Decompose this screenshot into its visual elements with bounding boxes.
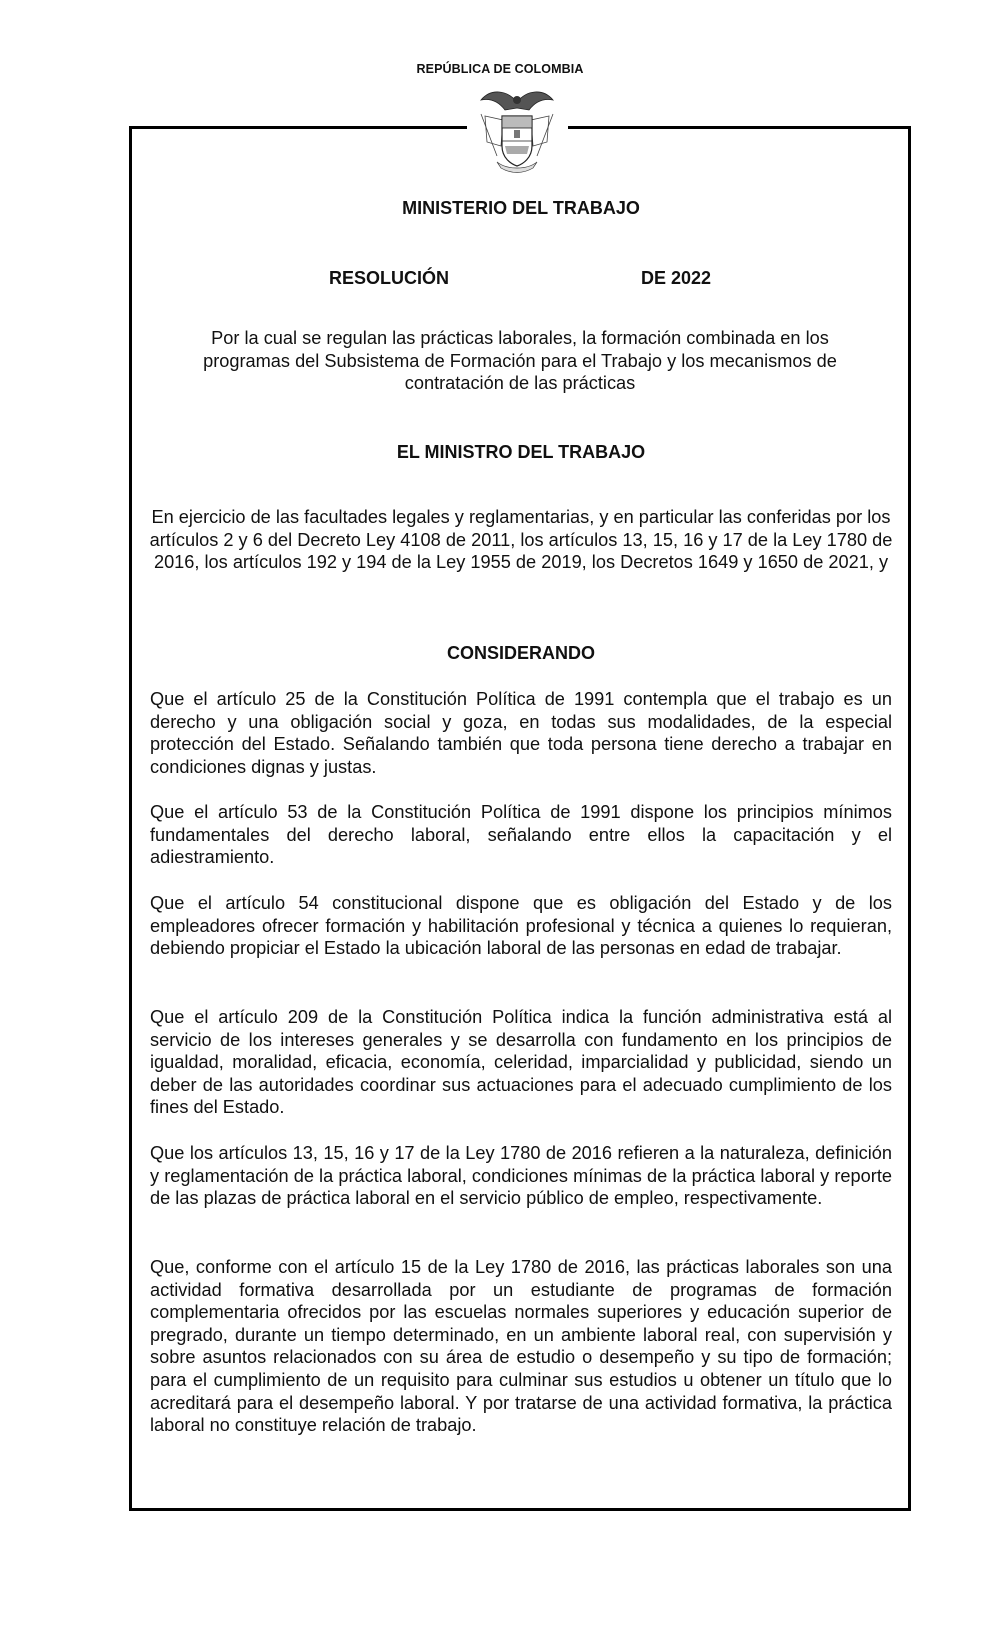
country-header: REPÚBLICA DE COLOMBIA bbox=[416, 62, 584, 76]
authority-title: EL MINISTRO DEL TRABAJO bbox=[396, 442, 646, 462]
considerando-paragraph: Que el artículo 25 de la Constitución Política de 1991 contempla que el trabajo es un derecho y una obligación social y goza, en todas sus modalidades, de la especial protección del Estado. Señalando también que toda persona tiene derecho a trabajar en condiciones dignas y justas. bbox=[150, 689, 892, 777]
resolution-year: DE 2022 bbox=[641, 268, 712, 288]
considerando-paragraph: Que los artículos 13, 15, 16 y 17 de la Ley 1780 de 2016 refieren a la naturaleza, definición y reglamentación de la práctica laboral, condiciones mínimas de la práctica laboral y reporte de las plazas de práctica laboral en el servicio público de empleo, respectivamente. bbox=[150, 1143, 892, 1209]
resolution-label: RESOLUCIÓN bbox=[329, 268, 450, 288]
considerando-title: CONSIDERANDO bbox=[446, 643, 595, 663]
considerando-paragraph: Que el artículo 54 constitucional dispone que es obligación del Estado y de los empleadores ofrecer formación y habilitación profesional y técnica a quienes lo requieran, debiendo propiciar el Estado la ubicación laboral de las personas en edad de trabajar. bbox=[150, 893, 892, 959]
considerando-paragraph: Que, conforme con el artículo 15 de la Ley 1780 de 2016, las prácticas laborales son una actividad formativa desarrollada por un estudiante de programas de formación complementaria ofrecidos por las escuelas normales superiores y educación superior de pregrado, durante un tiempo determinado, en un ambiente laboral real, con supervisión y sobre asuntos relacionados con su área de estudio o desempeño y su tipo de formación; para el cumplimiento de un requisito para culminar sus estudios u obtener un título que lo acreditará para el desempeño laboral. Y por tratarse de una actividad formativa, la práctica laboral no constituye relación de trabajo. bbox=[150, 1257, 892, 1436]
powers-paragraph: En ejercicio de las facultades legales y reglamentarias, y en particular las conferidas por los artículos 2 y 6 del Decreto Ley 4108 de 2011, los artículos 13, 15, 16 y 17 de la Ley 1780 de 2016, los artículos 192 y 194 de la Ley 1955 de 2019, los Decretos 1649 y 1650 de 2021, y bbox=[149, 507, 893, 573]
ministry-title: MINISTERIO DEL TRABAJO bbox=[402, 198, 640, 218]
resolution-subject: Por la cual se regulan las prácticas laborales, la formación combinada en los programas del Subsistema de Formación para el Trabajo y los mecanismos de contratación de las prácticas bbox=[203, 328, 837, 394]
considerando-paragraph: Que el artículo 209 de la Constitución Política indica la función administrativa está al servicio de los intereses generales y se desarrolla con fundamento en los principios de igualdad, moralidad, eficacia, economía, celeridad, imparcialidad y publicidad, siendo un deber de las autoridades coordinar sus actuaciones para el adecuado cumplimiento de los fines del Estado. bbox=[150, 1007, 892, 1118]
considerando-paragraph: Que el artículo 53 de la Constitución Política de 1991 dispone los principios mínimos fundamentales del derecho laboral, señalando entre ellos la capacitación y el adiestramiento. bbox=[150, 802, 892, 868]
